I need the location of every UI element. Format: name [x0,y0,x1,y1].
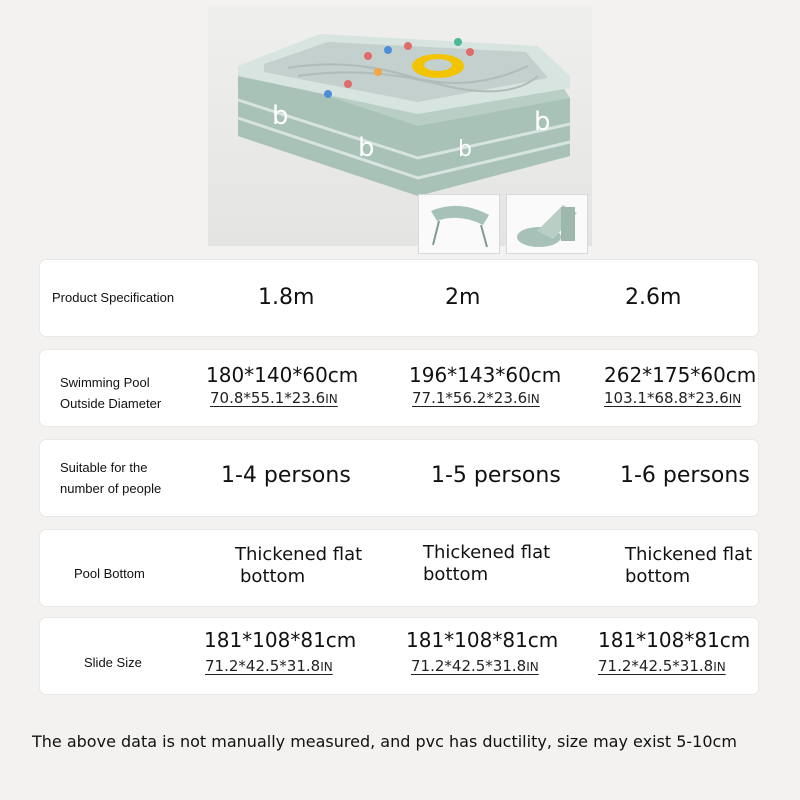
bottom-3-line2: bottom [625,566,691,587]
slide-cm-3: 181*108*81cm [598,628,751,652]
slide-inch-3-value: 71.2*42.5*31.8 [598,657,714,675]
size-2-6m: 2.6m [625,285,682,310]
bottom-1-line2: bottom [240,566,306,587]
persons-3: 1-6 persons [620,463,750,488]
diameter-inch-3-unit: IN [728,392,742,406]
slide-inch-2 [411,656,539,677]
slide-row [40,618,758,694]
svg-text:b: b [534,107,551,137]
size-2m: 2m [445,285,481,310]
slide-cm-1: 181*108*81cm [204,628,357,652]
bottom-1-line1: Thickened flat [235,544,363,565]
slide-inch-1-value: 71.2*42.5*31.8 [205,657,321,675]
persons-row [40,440,758,516]
slide-inch-3-unit: IN [713,660,726,674]
persons-label-line2: number of people [60,481,162,496]
diameter-label-line2: Outside Diameter [60,396,162,411]
diameter-label [60,372,161,414]
slide-cm-2: 181*108*81cm [406,628,559,652]
slide-inch-2-unit: IN [526,660,539,674]
persons-label-line1: Suitable for the [60,460,148,475]
bottom-3-line1: Thickened flat [625,544,753,565]
diameter-inch-2-unit: IN [527,392,540,406]
svg-text:b: b [358,133,375,163]
canopy-thumbnail [418,194,500,254]
diameter-cm-3: 262*175*60cm [604,363,757,387]
svg-text:b: b [272,101,289,131]
persons-2: 1-5 persons [431,463,561,488]
product-image [208,6,592,246]
diameter-cm-1: 180*140*60cm [206,363,359,387]
diameter-inch-2-value: 77.1*56.2*23.6 [412,389,528,407]
diameter-label-line1: Swimming Pool [60,375,150,390]
size-1-8m: 1.8m [258,285,315,310]
slide-inch-3 [598,656,726,677]
diameter-inch-1 [210,388,338,409]
canopy-icon [419,195,499,253]
slide-inch-2-value: 71.2*42.5*31.8 [411,657,527,675]
diameter-row [40,350,758,426]
bottom-3 [625,544,752,588]
spec-row [40,260,758,336]
bottom-label: Pool Bottom [74,566,145,581]
slide-inch-1 [205,656,333,677]
diameter-inch-1-value: 70.8*55.1*23.6 [210,389,326,407]
diameter-inch-2 [412,388,540,409]
slide-inch-1-unit: IN [320,660,333,674]
diameter-cm-2: 196*143*60cm [409,363,562,387]
persons-label [60,457,161,499]
slide-thumbnail [506,194,588,254]
bottom-2-line2: bottom [423,564,489,585]
persons-1: 1-4 persons [221,463,351,488]
disclaimer-note: The above data is not manually measured, and pvc has ductility, size may exist 5-10cm [32,732,737,751]
diameter-inch-3 [604,388,741,409]
svg-text:b: b [458,137,472,162]
bottom-2-line1: Thickened flat [423,542,551,563]
slide-label: Slide Size [84,655,142,670]
bottom-1 [235,544,362,588]
bottom-row [40,530,758,606]
diameter-inch-1-unit: IN [325,392,338,406]
slide-icon [507,195,587,253]
diameter-inch-3-value: 103.1*68.8*23.6 [604,389,729,407]
bottom-2 [423,542,550,586]
spec-label: Product Specification [52,290,175,305]
